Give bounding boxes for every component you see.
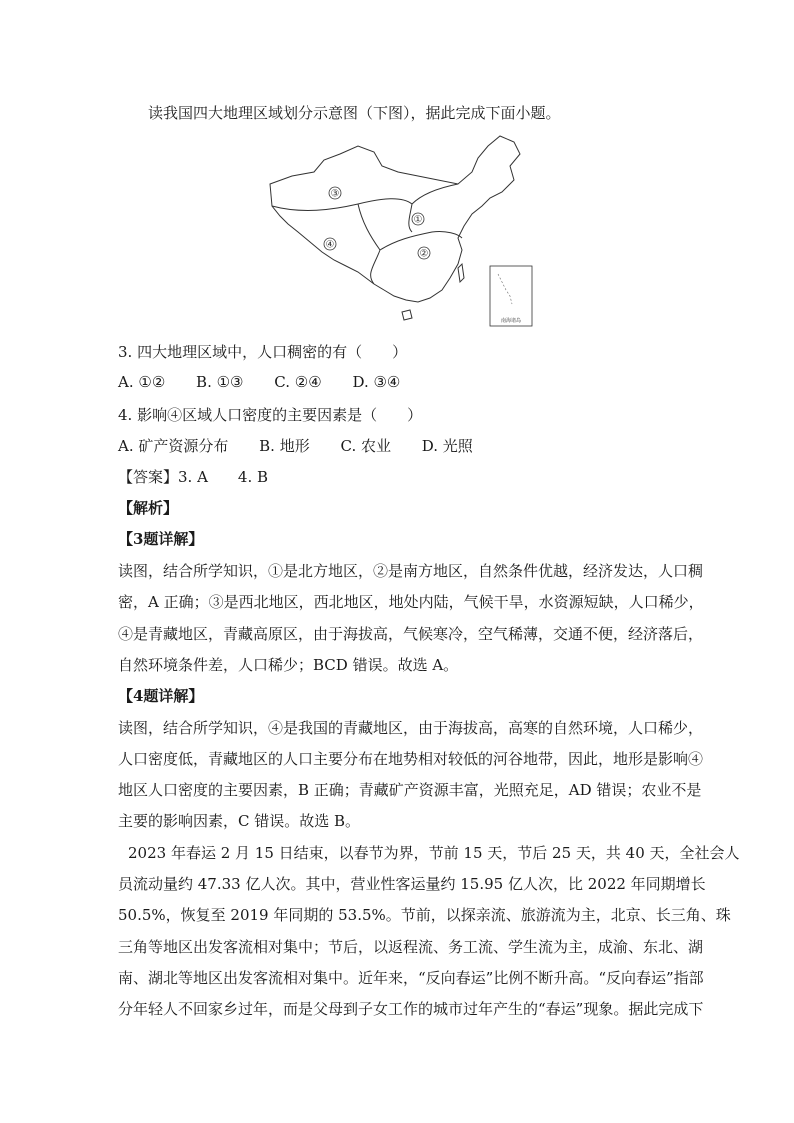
- detail-3-line: 自然环境条件差，人口稀少；BCD 错误。故选 A。: [118, 656, 459, 674]
- question-4-stem: 4. 影响④区域人口密度的主要因素是（ ）: [118, 406, 423, 424]
- china-regions-map: [262, 132, 536, 328]
- answer-line: 【答案】3. A 4. B: [118, 468, 269, 486]
- q3-option-d[interactable]: D. ③④: [352, 373, 401, 391]
- region-label-4: ④: [325, 239, 335, 251]
- passage-line: 南、湖北等地区出发客流相对集中。近年来，“反向春运”比例不断升高。“反向春运”指部: [118, 969, 704, 987]
- northwest-boundary: [272, 199, 412, 232]
- passage-line: 三角等地区出发客流相对集中；节后，以返程流、务工流、学生流为主，成渝、东北、湖: [118, 938, 704, 956]
- china-outline: [270, 136, 520, 302]
- detail-4-line: 地区人口密度的主要因素，B 正确；青藏矿产资源丰富，光照充足，AD 错误；农业不是: [118, 781, 702, 799]
- region-label-3: ③: [330, 188, 340, 200]
- q4-option-d[interactable]: D. 光照: [421, 437, 473, 455]
- qinghai-tibet-boundary: [358, 204, 380, 284]
- q3-option-a[interactable]: A. ①②: [118, 373, 166, 391]
- passage-line: 2023 年春运 2 月 15 日结束，以春节为界，节前 15 天，节后 25 天，共 40 天，全社会人: [128, 844, 740, 862]
- detail-4-line: 主要的影响因素，C 错误。故选 B。: [118, 812, 361, 830]
- q4-option-a[interactable]: A. 矿产资源分布: [118, 437, 229, 455]
- question-3-options: [118, 372, 400, 392]
- detail-3-line: 读图，结合所学知识，①是北方地区，②是南方地区，自然条件优越，经济发达，人口稠: [118, 562, 704, 580]
- northeast-boundary: [412, 184, 458, 204]
- passage-line: 50.5%，恢复至 2019 年同期的 53.5%。节前，以探亲流、旅游流为主，北京、长三角、珠: [118, 906, 731, 924]
- qinling-huaihe-line: [380, 231, 462, 250]
- detail-4-line: 人口密度低，青藏地区的人口主要分布在地势相对较低的河谷地带，因此，地形是影响④: [118, 750, 704, 768]
- passage-line: 员流动量约 47.33 亿人次。其中，营业性客运量约 15.95 亿人次，比 2022 年同期增长: [118, 875, 706, 893]
- question-4-options: [118, 436, 473, 456]
- passage-line: 分年轻人不回家乡过年，而是父母到子女工作的城市过年产生的“春运”现象。据此完成下: [118, 1000, 704, 1018]
- q4-option-b[interactable]: B. 地形: [259, 437, 310, 455]
- question-3-stem: 3. 四大地理区域中，人口稠密的有（ ）: [118, 343, 408, 361]
- taiwan-island: [458, 264, 464, 282]
- q3-option-b[interactable]: B. ①③: [196, 373, 244, 391]
- detail-3-line: 密，A 正确；③是西北地区，西北地区，地处内陆，气候干旱，水资源短缺，人口稀少，: [118, 593, 704, 611]
- south-sea-inset: [490, 266, 532, 326]
- q4-option-c[interactable]: C. 农业: [340, 437, 391, 455]
- detail-3-line: ④是青藏地区，青藏高原区，由于海拔高，气候寒冷，空气稀薄，交通不便，经济落后，: [118, 625, 704, 643]
- detail-4-line: 读图，结合所学知识，④是我国的青藏地区，由于海拔高，高寒的自然环境，人口稀少，: [118, 719, 704, 737]
- detail-4-title: 【4题详解】: [118, 687, 204, 705]
- q3-option-c[interactable]: C. ②④: [274, 373, 322, 391]
- intro-text: 读我国四大地理区域划分示意图（下图），据此完成下面小题。: [148, 104, 561, 122]
- analysis-title: 【解析】: [118, 499, 179, 517]
- region-label-1: ①: [413, 214, 423, 226]
- inset-label: 南海诸岛: [500, 318, 522, 324]
- hainan-island: [402, 310, 412, 320]
- region-label-2: ②: [419, 248, 429, 260]
- detail-3-title: 【3题详解】: [118, 530, 204, 548]
